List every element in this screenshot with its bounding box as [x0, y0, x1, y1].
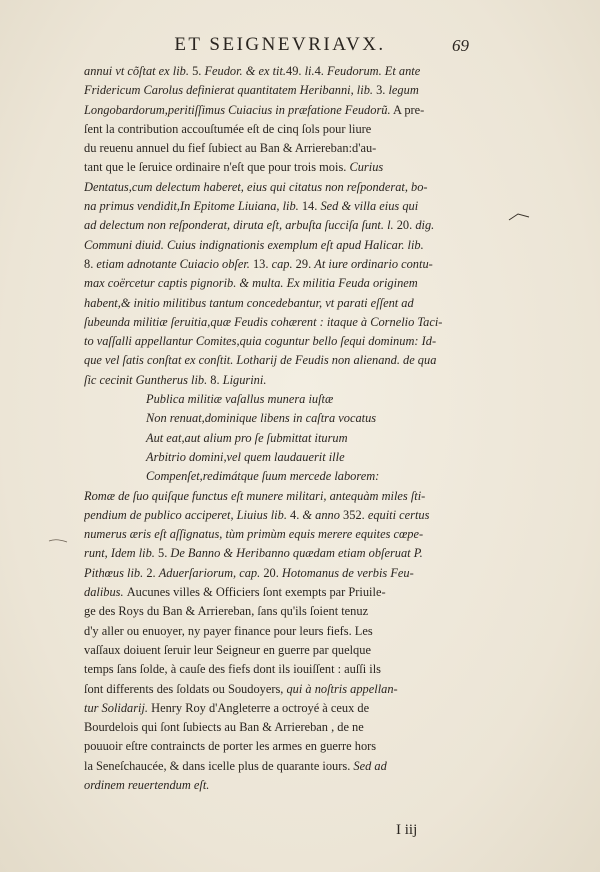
- text-run: Feudor. & ex tit.: [204, 64, 287, 78]
- text-run: 8.: [210, 372, 223, 387]
- text-run: legum: [388, 83, 419, 98]
- text-line: [84, 216, 476, 235]
- text-run: Ex militia Feuda originem: [286, 276, 418, 291]
- text-run: etiam adnotante Cuiacio obſer.: [96, 256, 253, 271]
- text-run: Feudorum. Et ante: [326, 64, 421, 78]
- text-line: [84, 757, 476, 776]
- text-run: du reuenu annuel du fief ſubiect au Ban & Arriereban:d'au-: [84, 141, 377, 156]
- text-run: Aduerſariorum, cap.: [158, 565, 264, 580]
- text-line: [84, 101, 476, 120]
- marginal-pen-mark-icon: [48, 536, 68, 546]
- text-run: At iure ordinario contu-: [314, 256, 433, 271]
- text-line: [84, 294, 476, 313]
- text-line: [84, 429, 476, 448]
- text-run: habent,& initio militibus tantum concedebantur, vt parati eſſent ad: [84, 295, 414, 310]
- text-run: ſubeunda militiæ ſeruitia,quæ Feudis cohærent : itaque à Cornelio Taci-: [84, 314, 443, 329]
- text-line: [84, 583, 476, 602]
- text-run: runt, Idem lib.: [84, 546, 158, 561]
- text-line: [84, 776, 476, 795]
- text-line: [84, 506, 476, 525]
- text-run: Curius: [349, 160, 384, 175]
- text-line: [84, 564, 476, 583]
- text-run: Arbitrio domini,vel quem laudauerit ille: [146, 449, 345, 464]
- text-line: [84, 274, 476, 293]
- text-run: li.: [304, 64, 315, 78]
- text-line: [84, 81, 476, 100]
- signature-mark: I iij: [396, 822, 418, 838]
- text-run: dig.: [415, 218, 435, 233]
- text-line: [84, 622, 476, 641]
- text-run: 20.: [396, 218, 416, 233]
- text-line: [84, 139, 476, 158]
- text-run: A pre-: [390, 102, 425, 117]
- body-text: [84, 62, 476, 795]
- text-run: annui vt cõſtat ex lib.: [84, 64, 193, 78]
- text-run: vaſſaux doiuent ſeruir leur Seigneur en guerre par quelque: [84, 642, 371, 657]
- text-run: Longobardorum,peritiſſimus Cuiacius in præfatione Feudorũ.: [84, 102, 391, 117]
- page-number: 69: [452, 36, 469, 55]
- text-run: d'y aller ou enuoyer, ny payer finance pour leurs fiefs. Les: [84, 623, 373, 638]
- text-run: Ligurini.: [222, 372, 267, 387]
- text-line: [84, 409, 476, 428]
- marginal-pen-mark-icon: [508, 212, 530, 222]
- text-run: tur Solidarij.: [84, 700, 152, 715]
- text-run: 14.: [301, 199, 321, 214]
- text-line: [84, 255, 476, 274]
- text-run: 4.: [290, 507, 303, 522]
- text-run: Henry Roy d'Angleterre a octroyé à ceux de: [151, 700, 370, 715]
- text-line: [84, 641, 476, 660]
- text-run: 29.: [295, 256, 315, 271]
- text-run: max coërcetur captis pignorib. & multa.: [84, 276, 287, 291]
- text-line: [84, 197, 476, 216]
- text-line: [84, 236, 476, 255]
- text-run: dalibus.: [84, 585, 127, 600]
- text-line: [84, 467, 476, 486]
- text-run: Compenſet,redimátque ſuum mercede laborem:: [146, 469, 380, 484]
- text-line: [84, 525, 476, 544]
- text-run: na primus vendidit,In Epitome Liuiana, lib.: [84, 199, 302, 214]
- text-line: [84, 371, 476, 390]
- text-run: to vaſſalli appellantur Comites,quia coguntur bello ſequi dominum: Id-: [84, 334, 437, 349]
- text-run: Sed & villa eius qui: [320, 199, 419, 214]
- text-run: ge des Roys du Ban & Arriereban, ſans qu'ils ſoient tenuz: [84, 604, 369, 619]
- text-run: 5.: [158, 546, 171, 561]
- text-run: De Banno & Heribanno quædam etiam obſeruat P.: [170, 546, 423, 561]
- text-line: [84, 351, 476, 370]
- text-line: [84, 718, 476, 737]
- text-run: Publica militiæ vaſallus munera iuſtæ: [146, 392, 334, 407]
- text-run: Sed ad: [353, 758, 387, 773]
- text-run: ſent la contribution accouſtumée eſt de cinq ſols pour liure: [84, 121, 372, 136]
- text-line: [84, 602, 476, 621]
- text-line: [84, 62, 476, 81]
- text-run: 4.: [314, 64, 327, 78]
- text-run: ordinem reuertendum eſt.: [84, 777, 210, 792]
- text-run: temps ſans ſolde, à cauſe des fiefs dont ils iouiſſent : auſſi ils: [84, 662, 381, 677]
- text-run: ſic cecinit Guntherus lib.: [84, 372, 211, 387]
- running-title: ET SEIGNEVRIAVX.: [174, 34, 386, 55]
- text-line: [84, 448, 476, 467]
- text-run: 352.: [343, 507, 368, 522]
- text-line: [84, 158, 476, 177]
- text-run: 2.: [146, 565, 159, 580]
- text-run: Bourdelois qui ſont ſubiects au Ban & Arriereban , de ne: [84, 720, 364, 735]
- text-run: Romæ de ſuo quiſque functus eſt munere militari, antequàm miles ſti-: [84, 488, 426, 503]
- text-line: [84, 120, 476, 139]
- text-run: Pithœus lib.: [84, 565, 147, 580]
- text-run: Fridericum Carolus definierat quantitatem Heribanni, lib.: [84, 83, 377, 98]
- text-line: [84, 332, 476, 351]
- text-run: pendium de publico acciperet, Liuius lib.: [84, 507, 291, 522]
- text-line: [84, 737, 476, 756]
- text-run: equiti certus: [367, 507, 430, 522]
- text-line: [84, 178, 476, 197]
- text-run: Dentatus,cum delectum haberet, eius qui citatus non reſponderat, bo-: [84, 179, 428, 194]
- text-run: 13.: [252, 256, 272, 271]
- text-line: [84, 699, 476, 718]
- text-line: [84, 660, 476, 679]
- text-run: Aut eat,aut alium pro ſe ſubmittat iturum: [146, 430, 348, 445]
- text-run: Non renuat,dominique libens in caſtra vocatus: [146, 411, 377, 426]
- text-run: Aucunes villes & Officiers ſont exempts par Priuile-: [126, 585, 386, 600]
- text-run: qui à noſtris appellan-: [286, 681, 398, 696]
- text-run: 5.: [192, 64, 205, 78]
- text-run: que vel ſatis conſtat ex conſtit. Lotharij de Feudis non alienand. de qua: [84, 353, 437, 368]
- text-run: Communi diuid. Cuius indignationis exemplum eſt apud Halicar. lib.: [84, 237, 424, 252]
- text-line: [84, 487, 476, 506]
- text-run: & anno: [302, 507, 344, 522]
- text-run: la Seneſchaucée, & dans icelle plus de quarante iours.: [84, 758, 354, 773]
- text-run: numerus æris eſt aſſignatus, tùm primùm equis merere equites cœpe-: [84, 527, 424, 542]
- text-run: Hotomanus de verbis Feu-: [281, 565, 414, 580]
- text-run: 3.: [376, 83, 389, 98]
- text-line: [84, 680, 476, 699]
- text-run: cap.: [271, 256, 296, 271]
- text-run: 8.: [84, 256, 97, 271]
- text-run: 20.: [263, 565, 282, 580]
- text-run: ſont differents des ſoldats ou Soudoyers,: [84, 681, 287, 696]
- text-line: [84, 313, 476, 332]
- text-run: ad delectum non reſponderat, diruta eſt, arbuſta ſucciſa ſunt. l.: [84, 218, 397, 233]
- text-run: 49.: [286, 64, 305, 78]
- text-run: tant que le ſeruice ordinaire n'eſt que pour trois mois.: [84, 160, 350, 175]
- text-line: [84, 544, 476, 563]
- text-run: pouuoir eſtre contraincts de porter les armes en guerre hors: [84, 739, 377, 754]
- text-line: [84, 390, 476, 409]
